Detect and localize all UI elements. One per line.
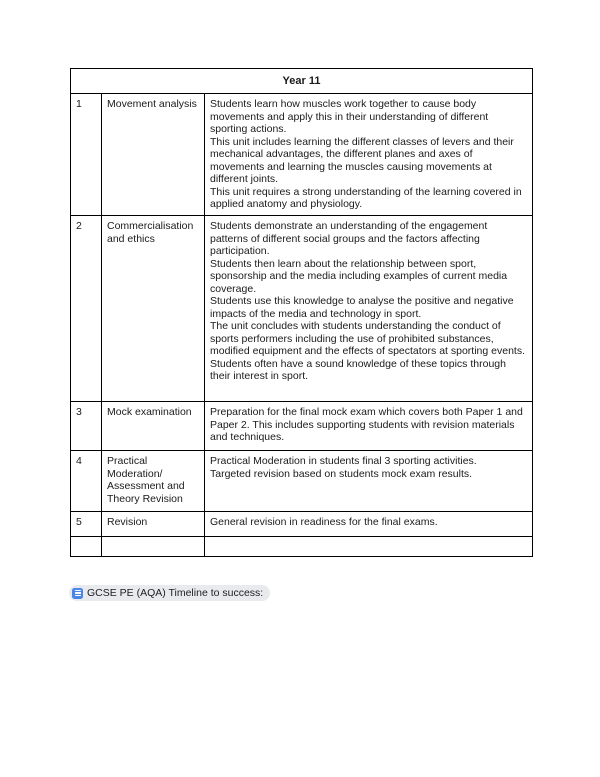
row-number: 1 (71, 94, 102, 216)
row-description (205, 216, 533, 402)
row-number: 5 (71, 512, 102, 537)
row-topic: Revision (102, 512, 205, 537)
description-paragraph: Students learn how muscles work together to cause body movements and apply this in their understanding of different sporting actions. (210, 98, 489, 135)
table-row (71, 216, 533, 402)
description-paragraph: Targeted revision based on students mock exam results. (210, 467, 473, 480)
description-paragraph: The unit concludes with students understanding the conduct of sports performers including the use of prohibited substances, modified equipment and the effects of spectators at sporting events. (210, 320, 525, 357)
row-number (71, 537, 102, 557)
table-row (71, 94, 533, 216)
description-paragraph: Practical Moderation in students final 3 sporting activities. (210, 455, 477, 467)
document-icon (72, 588, 83, 599)
row-topic: Mock examination (102, 402, 205, 451)
document-icon-line (75, 595, 81, 596)
row-topic: Commercialisation and ethics (102, 216, 205, 402)
description-paragraph: Students then learn about the relationship between sport, sponsorship and the media including examples of current media coverage. (210, 257, 508, 295)
description-paragraph: Students use this knowledge to analyse the positive and negative impacts of the media and technology in sport. (210, 295, 514, 320)
row-description (205, 451, 533, 512)
doc-link-label: GCSE PE (AQA) Timeline to success: (87, 587, 264, 599)
table-row (71, 451, 533, 512)
row-topic: Movement analysis (102, 94, 205, 216)
description-paragraph: This unit requires a strong understanding of the learning covered in applied anatomy and physiology. (210, 185, 522, 210)
table-title: Year 11 (71, 69, 533, 94)
row-description (205, 402, 533, 451)
document-icon-line (75, 592, 81, 593)
row-number: 3 (71, 402, 102, 451)
row-topic (102, 537, 205, 557)
table-row (71, 512, 533, 537)
document-icon-line (75, 590, 81, 591)
description-paragraph: Students demonstrate an understanding of the engagement patterns of different social groups and the factors affecting participation. (210, 220, 488, 257)
description-paragraph: Students often have a sound knowledge of these topics through their interest in sport. (210, 357, 506, 382)
table-row (71, 402, 533, 451)
row-number: 4 (71, 451, 102, 512)
row-description (205, 94, 533, 216)
row-number: 2 (71, 216, 102, 402)
description-paragraph: This unit includes learning the different classes of levers and their mechanical advantages, the different planes and axes of movements and learning the muscles causing movements at different joints. (210, 135, 514, 185)
description-paragraph: Preparation for the final mock exam which covers both Paper 1 and Paper 2. This includes supporting students with revision materials and techniques. (210, 406, 523, 443)
table-header-row (71, 69, 533, 94)
row-topic: Practical Moderation/ Assessment and Theory Revision (102, 451, 205, 512)
table-row (71, 537, 533, 557)
year11-table-body (71, 94, 533, 557)
row-description (205, 512, 533, 537)
doc-link-chip[interactable] (69, 585, 270, 601)
description-paragraph: General revision in readiness for the final exams. (210, 516, 438, 528)
row-description (205, 537, 533, 557)
year11-table (70, 68, 533, 557)
